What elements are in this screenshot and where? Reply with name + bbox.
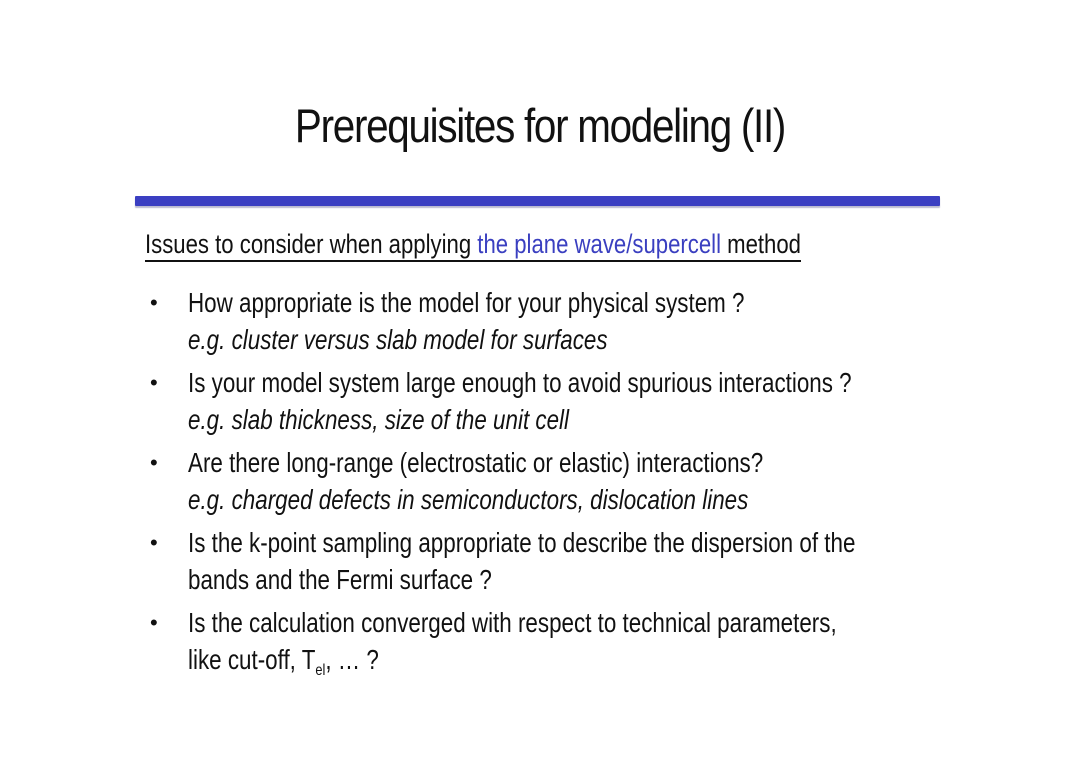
bullet-icon: •	[150, 610, 158, 635]
bullet-icon: •	[150, 370, 158, 395]
subtitle-link[interactable]: the plane wave/supercell	[477, 229, 721, 259]
bullet-question-continued	[188, 641, 855, 678]
bullet-example: e.g. slab thickness, size of the unit cell	[188, 404, 569, 435]
bullet-item	[150, 284, 984, 358]
bullet-question: Are there long-range (electrostatic or elastic) interactions?	[188, 447, 764, 478]
bullet-text	[188, 444, 855, 518]
bullet-item	[150, 604, 984, 678]
subtitle-prefix: Issues to consider when applying	[145, 229, 478, 259]
bullet-question: Is the k-point sampling appropriate to describe the dispersion of the	[188, 527, 856, 558]
line-suffix: , … ?	[325, 644, 379, 675]
subtitle-suffix: method	[720, 229, 801, 259]
bullet-text	[188, 364, 855, 438]
slide-subtitle	[145, 228, 801, 262]
bullet-example: e.g. charged defects in semiconductors, dislocation lines	[188, 484, 749, 515]
bullet-list	[150, 284, 984, 684]
bullet-question: How appropriate is the model for your physical system ?	[188, 287, 745, 318]
bullet-text	[188, 524, 855, 598]
bullet-icon: •	[150, 450, 158, 475]
bullet-item	[150, 364, 984, 438]
bullet-icon: •	[150, 290, 158, 315]
bullet-item	[150, 524, 984, 598]
bullet-example: e.g. cluster versus slab model for surfaces	[188, 324, 608, 355]
line-prefix: like cut-off, T	[188, 644, 316, 675]
temperature-subscript: el	[315, 662, 326, 679]
bullet-item	[150, 444, 984, 518]
slide-title: Prerequisites for modeling (II)	[294, 99, 786, 152]
bullet-text	[188, 604, 855, 678]
title-divider	[135, 196, 940, 206]
bullet-question-continued: bands and the Fermi surface ?	[188, 564, 492, 595]
bullet-question: Is the calculation converged with respect to technical parameters,	[188, 607, 837, 638]
bullet-icon: •	[150, 530, 158, 555]
bullet-text	[188, 284, 855, 358]
bullet-question: Is your model system large enough to avoid spurious interactions ?	[188, 367, 852, 398]
